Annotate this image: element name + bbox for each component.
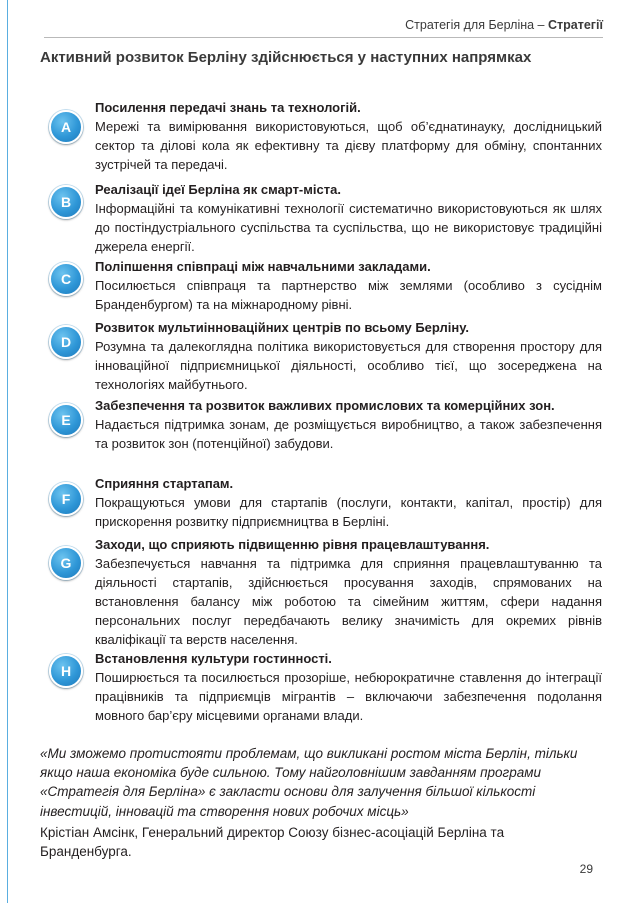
strategy-item-g [95,535,602,650]
running-header [405,18,603,32]
item-body: Мережі та вимірювання використовуються, щоб об’єднатинауку, дослідницький сектор та ділові кола як ефективну та дієву платформу для обміну, спонтанних зустрічей та передачі. [95,119,602,173]
quote-attribution: Крістіан Амсінк, Генеральний директор Союзу бізнес-асоціацій Берліна та Бранденбурга. [40,825,505,860]
running-header-chapter: Стратегії [547,18,603,32]
strategy-item-b [95,180,602,256]
letter-badge-c: C [49,262,83,296]
item-title: Встановлення культури гостинності. [95,651,332,666]
strategy-item-e [95,396,602,453]
header-divider [44,37,603,38]
item-title: Поліпшення співпраці між навчальними закладами. [95,259,431,274]
strategy-item-h [95,649,602,725]
item-body: Забезпечується навчання та підтримка для сприяння працевлаштуванню та діяльності стартапів, здійснюється просування заходів, спрямованих на встановлення балансу між роботою та сімейним життям, сфери надання персональних послуг передбачають велику значимість для окремих рівнів кваліфікації та верств населення. [95,556,602,648]
page-edge-line [7,0,8,903]
item-body: Надається підтримка зонам, де розміщується виробництво, а також забезпечення та розвиток зон (потенційної) забудови. [95,417,602,452]
item-body: Поширюється та посилюється прозоріше, небюрократичне ставлення до інтеграції працівників та підприємців мігрантів – включаючи забезпечення подолання мовного бар’єру місцевими органами влади. [95,670,602,724]
item-body: Розумна та далекоглядна політика використовується для створення простору для інноваційної підприємницької діяльності, особливо тієї, що зосереджена на технологіях майбутнього. [95,339,602,393]
strategy-item-a [95,98,602,174]
item-title: Сприяння стартапам. [95,476,234,491]
letter-badge-a: A [49,110,83,144]
page-number: 29 [579,862,593,876]
strategy-item-f [95,474,602,531]
letter-badge-g: G [49,546,83,580]
item-body: Посилюється співпраця та партнерство між землями (особливо з сусіднім Бранденбургом) та на міжнародному рівні. [95,278,602,313]
strategy-item-c [95,257,602,314]
item-title: Розвиток мультиінноваційних центрів по всьому Берліну. [95,320,469,335]
letter-badge-f: F [49,482,83,516]
letter-badge-e: E [49,403,83,437]
item-title: Реалізації ідеї Берліна як смарт-міста. [95,182,341,197]
letter-badge-d: D [49,325,83,359]
running-header-section: Стратегія для Берліна – [405,18,545,32]
item-title: Посилення передачі знань та технологій. [95,100,361,115]
item-title: Забезпечення та розвиток важливих промислових та комерційних зон. [95,398,555,413]
item-body: Інформаційні та комунікативні технології систематично використовуються як шлях до постіндустріального суспільства та суспільства, що не використовує традиційні джерела енергії. [95,201,602,255]
pull-quote: «Ми зможемо протистояти проблемам, що викликані ростом міста Берлін, тільки якщо наша економіка буде сильною. Тому найголовнішим завданням програми «Стратегія для Берліна» є закласти основи для залучення більшої кількості інвестицій, інновацій та створення нових робочих місць» [40,746,578,819]
letter-badge-b: B [49,185,83,219]
item-body: Покращуються умови для стартапів (послуги, контакти, капітал, простір) для прискорення розвитку підприємництва в Берліні. [95,495,602,530]
strategy-item-d [95,318,602,394]
item-title: Заходи, що сприяють підвищенню рівня працевлаштування. [95,537,490,552]
letter-badge-h: H [49,654,83,688]
section-heading: Активний розвиток Берліну здійснюється у наступних напрямках [40,49,532,66]
